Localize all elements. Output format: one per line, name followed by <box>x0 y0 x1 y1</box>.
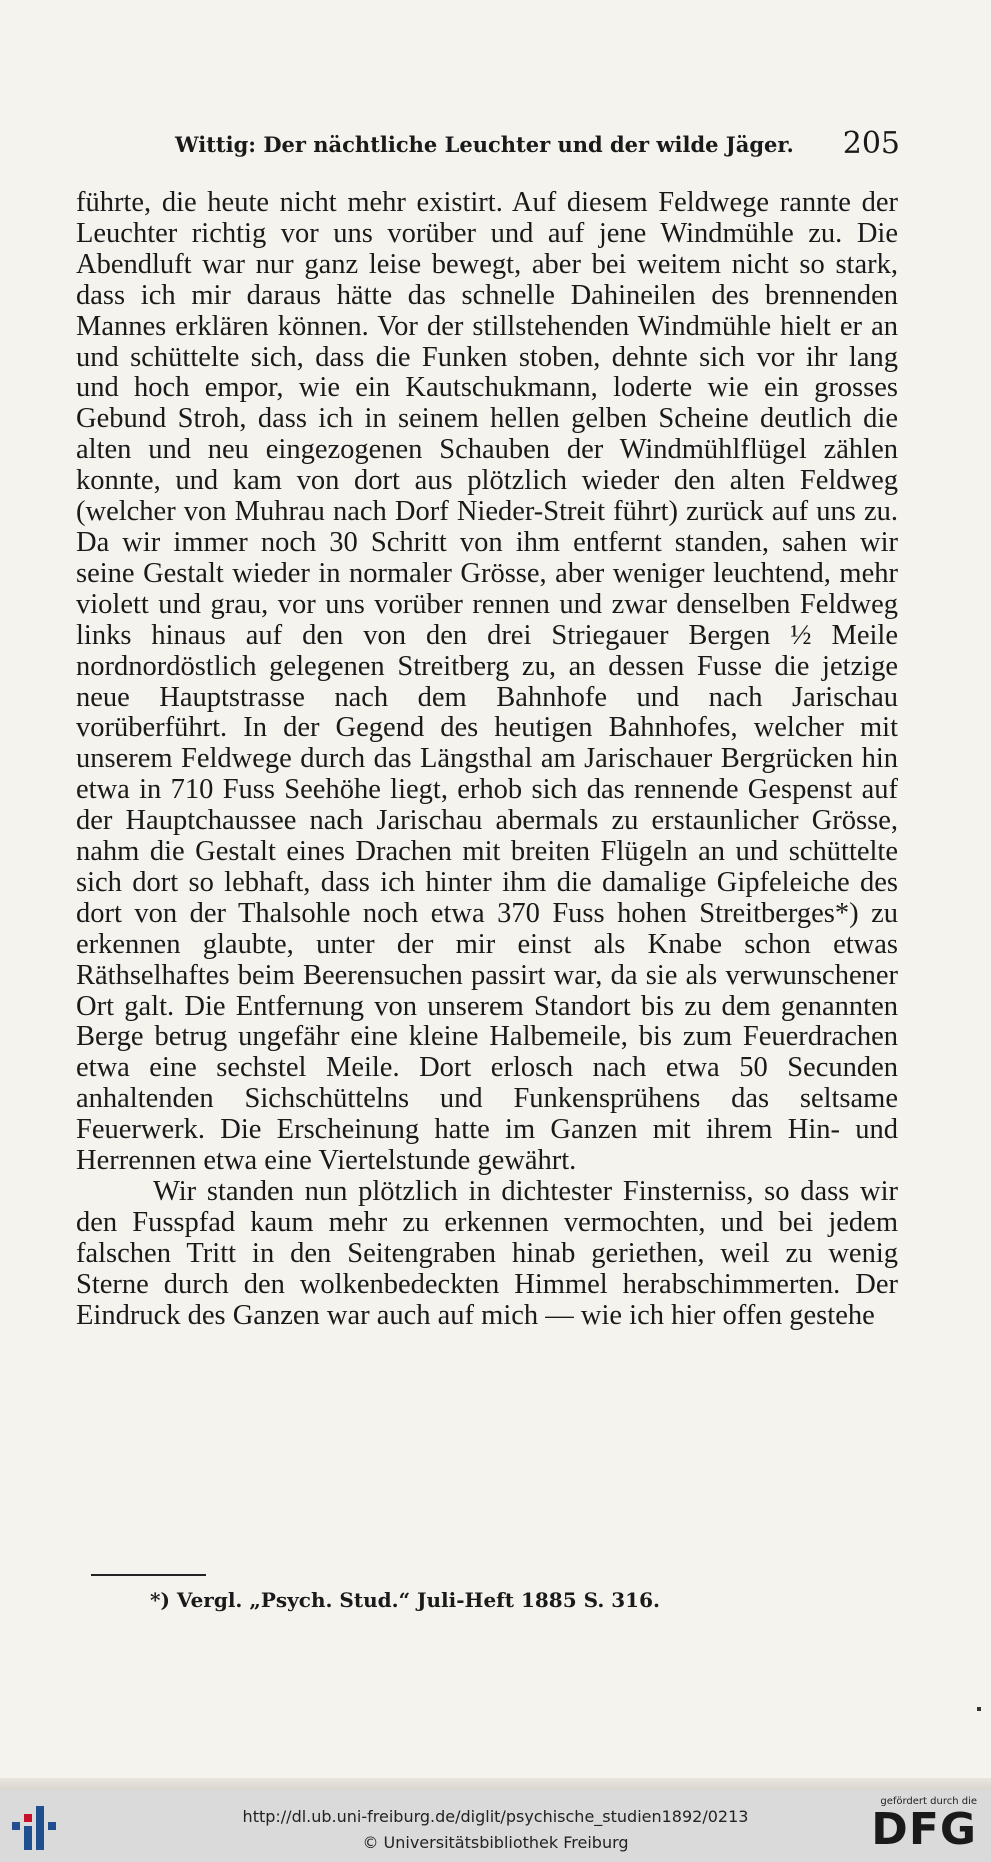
paragraph-2: Wir standen nun plötzlich in dichtester Finsterniss, so dass wir den Fusspfad kaum mehr zu erkennen vermochten, und bei jedem falschen Tritt in den Seitengraben hinab geriethen, weil zu wenig Sterne durch den wolkenbedeckten Himmel herabschimmerten. Der Eindruck des Ganzen war auch auf mich — wie ich hier offen gestehe <box>76 1176 898 1331</box>
body-text <box>76 188 898 1332</box>
document-url[interactable]: http://dl.ub.uni-freiburg.de/diglit/psychische_studien1892/0213 <box>242 1807 749 1826</box>
scan-speck <box>977 1707 981 1711</box>
dfg-logo-text: DFG <box>871 1804 977 1855</box>
footnote: *) Vergl. „Psych. Stud.“ Juli-Heft 1885 S. 316. <box>150 1588 660 1612</box>
page-number: 205 <box>842 126 900 161</box>
footnote-divider <box>91 1574 206 1576</box>
running-header <box>170 128 900 168</box>
viewer-footer <box>0 1790 991 1862</box>
scan-edge <box>0 1778 991 1790</box>
copyright-notice: © Universitätsbibliothek Freiburg <box>362 1833 629 1852</box>
dfg-caption: gefördert durch die <box>880 1796 977 1807</box>
dfg-logo <box>867 1796 977 1858</box>
running-title: Wittig: Der nächtliche Leuchter und der wilde Jäger. <box>175 132 794 157</box>
paragraph-1: führte, die heute nicht mehr existirt. Auf diesem Feldwege rannte der Leuchter richtig vor uns vorüber und auf jene Windmühle zu. Die Abendluft war nur ganz leise bewegt, aber bei weitem nicht so stark, dass ich mir daraus hätte das schnelle Dahineilen des brennenden Mannes erklären können. Vor der stillstehenden Windmühle hielt er an und schüttelte sich, dass die Funken stoben, dehnte sich vor ihr lang und hoch empor, wie ein Kautschukmann, loderte wie ein grosses Gebund Stroh, dass ich in seinem hellen gelben Scheine deutlich die alten und neu eingezogenen Schauben der Windmühlflügel zählen konnte, und kam von dort aus plötzlich wieder den alten Feldweg (welcher von Muhrau nach Dorf Nieder-Streit führt) zurück auf uns zu. Da wir immer noch 30 Schritt von ihm entfernt standen, sahen wir seine Gestalt wieder in normaler Grösse, aber weniger leuchtend, mehr violett und grau, vor uns vorüber rennen und zwar denselben Feldweg links hinaus auf den von den drei Striegauer Bergen ½ Meile nordnordöstlich gelegenen Streitberg zu, an dessen Fusse die jetzige neue Hauptstrasse nach dem Bahnhofe und nach Jarischau vorüberführt. In der Gegend des heutigen Bahnhofes, welcher mit unserem Feldwege durch das Längsthal am Jarischauer Bergrücken hin etwa in 710 Fuss Seehöhe liegt, erhob sich das rennende Gespenst auf der Hauptchaussee nach Jarischau abermals zu erstaunlicher Grösse, nahm die Gestalt eines Drachen mit breiten Flügeln an und schüttelte sich dort so lebhaft, dass ich hinter ihm die damalige Gipfeleiche des dort von der Thalsohle noch etwa 370 Fuss hohen Streitberges*) zu erkennen glaubte, unter der mir einst als Knabe schon etwas Räthselhaftes beim Beerensuchen passirt war, da sie als verwunschener Ort galt. Die Entfernung von unserem Standort bis zu dem genannten Berge betrug ungefähr eine kleine Halbemeile, bis zum Feuerdrachen etwa eine sechstel Meile. Dort erlosch nach etwa 50 Secunden anhaltenden Sichschüttelns und Funkensprühens das seltsame Feuerwerk. Die Erscheinung hatte im Ganzen mit ihrem Hin- und Herrennen etwa eine Viertelstunde gewährt. <box>76 187 898 1177</box>
